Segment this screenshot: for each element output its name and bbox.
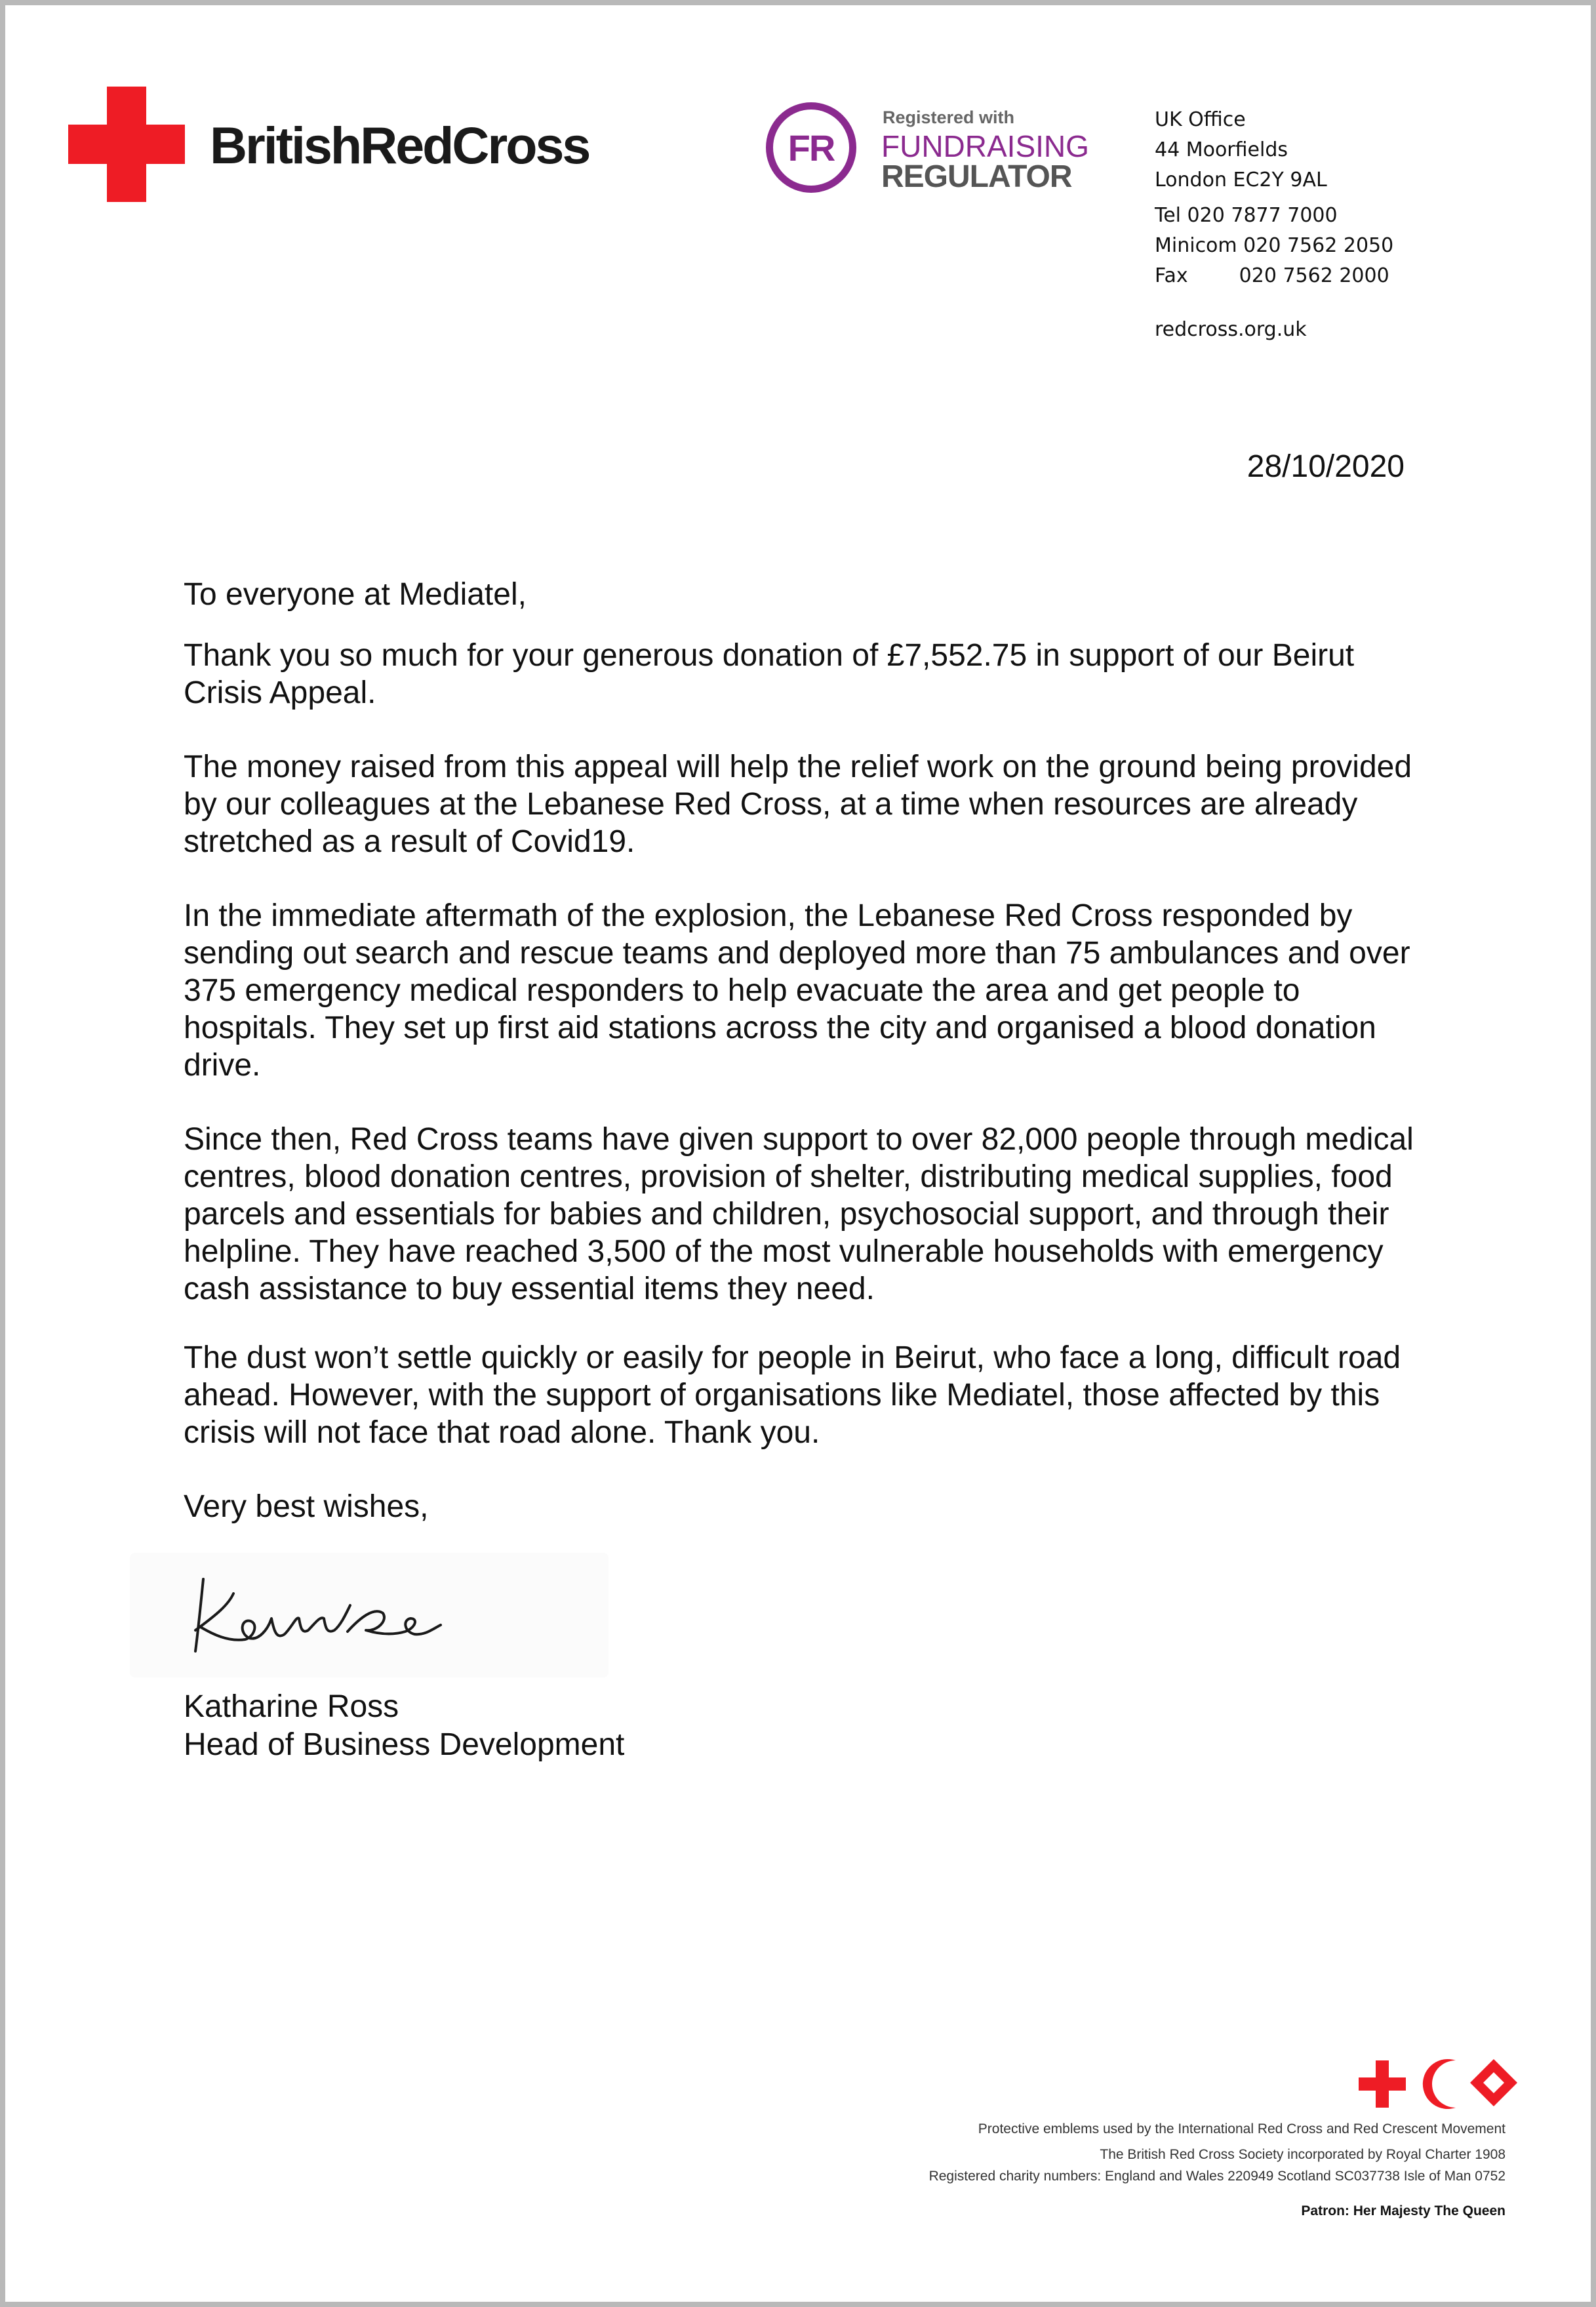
patron-text: Patron: Her Majesty The Queen (1301, 2203, 1506, 2218)
red-crescent-emblem-icon (1423, 2059, 1456, 2109)
salutation: To everyone at Mediatel, (184, 577, 527, 612)
office-tel: Tel 020 7877 7000 (1155, 204, 1338, 227)
office-address-block (1155, 105, 1393, 345)
fax-label: Fax (1155, 264, 1188, 287)
british-red-cross-logo (68, 87, 619, 202)
signatory-block (184, 1688, 624, 1764)
office-street: 44 Moorfields (1155, 138, 1288, 161)
charity-numbers-text: Registered charity numbers: England and Wales 220949 Scotland SC037738 Isle of Man 0752 (928, 2169, 1506, 2184)
letter-body (184, 576, 1429, 1525)
protective-emblems (1357, 2055, 1521, 2112)
office-website: redcross.org.uk (1155, 318, 1307, 341)
office-minicom: Minicom 020 7562 2050 (1155, 234, 1394, 257)
royal-charter-text: The British Red Cross Society incorporated by Royal Charter 1908 (1100, 2147, 1506, 2162)
paragraph-aftermath: In the immediate aftermath of the explosion, the Lebanese Red Cross responded by sending out search and rescue teams and deployed more than 75 ambulances and over 375 emergency medical responders to help evacuate the area and get people to hospitals. They set up first aid stations across the city and organised a blood donation drive. (184, 898, 1410, 1083)
paragraph-thanks: Thank you so much for your generous donation of £7,552.75 in support of our Beirut Crisis Appeal. (184, 638, 1355, 710)
paragraph-money-raised: The money raised from this appeal will help the relief work on the ground being provided by our colleagues at the Lebanese Red Cross, at a time when resources are already stretched as a result of Covid19. (184, 750, 1412, 859)
red-cross-icon (68, 87, 185, 202)
fr-circle-icon: FR (766, 102, 856, 193)
closing: Very best wishes, (184, 1489, 429, 1524)
handwritten-signature (130, 1553, 608, 1677)
fundraising-regulator-badge (766, 101, 1107, 206)
signatory-title: Head of Business Development (184, 1727, 625, 1762)
office-name: UK Office (1155, 108, 1246, 131)
letter-date: 28/10/2020 (1247, 449, 1405, 484)
red-crystal-emblem-icon (1470, 2059, 1517, 2106)
paragraph-since-then: Since then, Red Cross teams have given support to over 82,000 people through medical centres, blood donation centres, provision of shelter, distributing medical supplies, food parcels and essentials for babies and children, psychosocial support, and through their helpline. They have reached 3,500 of the most vulnerable households with emergency cash assistance to buy essential items they need. (184, 1122, 1414, 1306)
logo-wordmark: BritishRedCross (210, 116, 589, 174)
emblems-caption: Protective emblems used by the International Red Cross and Red Crescent Movement (978, 2121, 1506, 2136)
office-city: London EC2Y 9AL (1155, 169, 1327, 191)
office-fax (1155, 261, 1393, 291)
footer (929, 2118, 1506, 2222)
signatory-name: Katharine Ross (184, 1689, 399, 1724)
paragraph-dust-settle: The dust won’t settle quickly or easily for people in Beirut, who face a long, difficult road ahead. However, with the support of organisations like Mediatel, those affected by this crisis will not face that road alone. Thank you. (184, 1340, 1401, 1450)
badge-regulator-text: REGULATOR (881, 159, 1072, 194)
red-cross-emblem-icon (1359, 2060, 1406, 2108)
badge-fundraising-text: FUNDRAISING (881, 129, 1089, 163)
badge-registered-text: Registered with (883, 108, 1015, 127)
fax-number: 020 7562 2000 (1239, 264, 1389, 287)
